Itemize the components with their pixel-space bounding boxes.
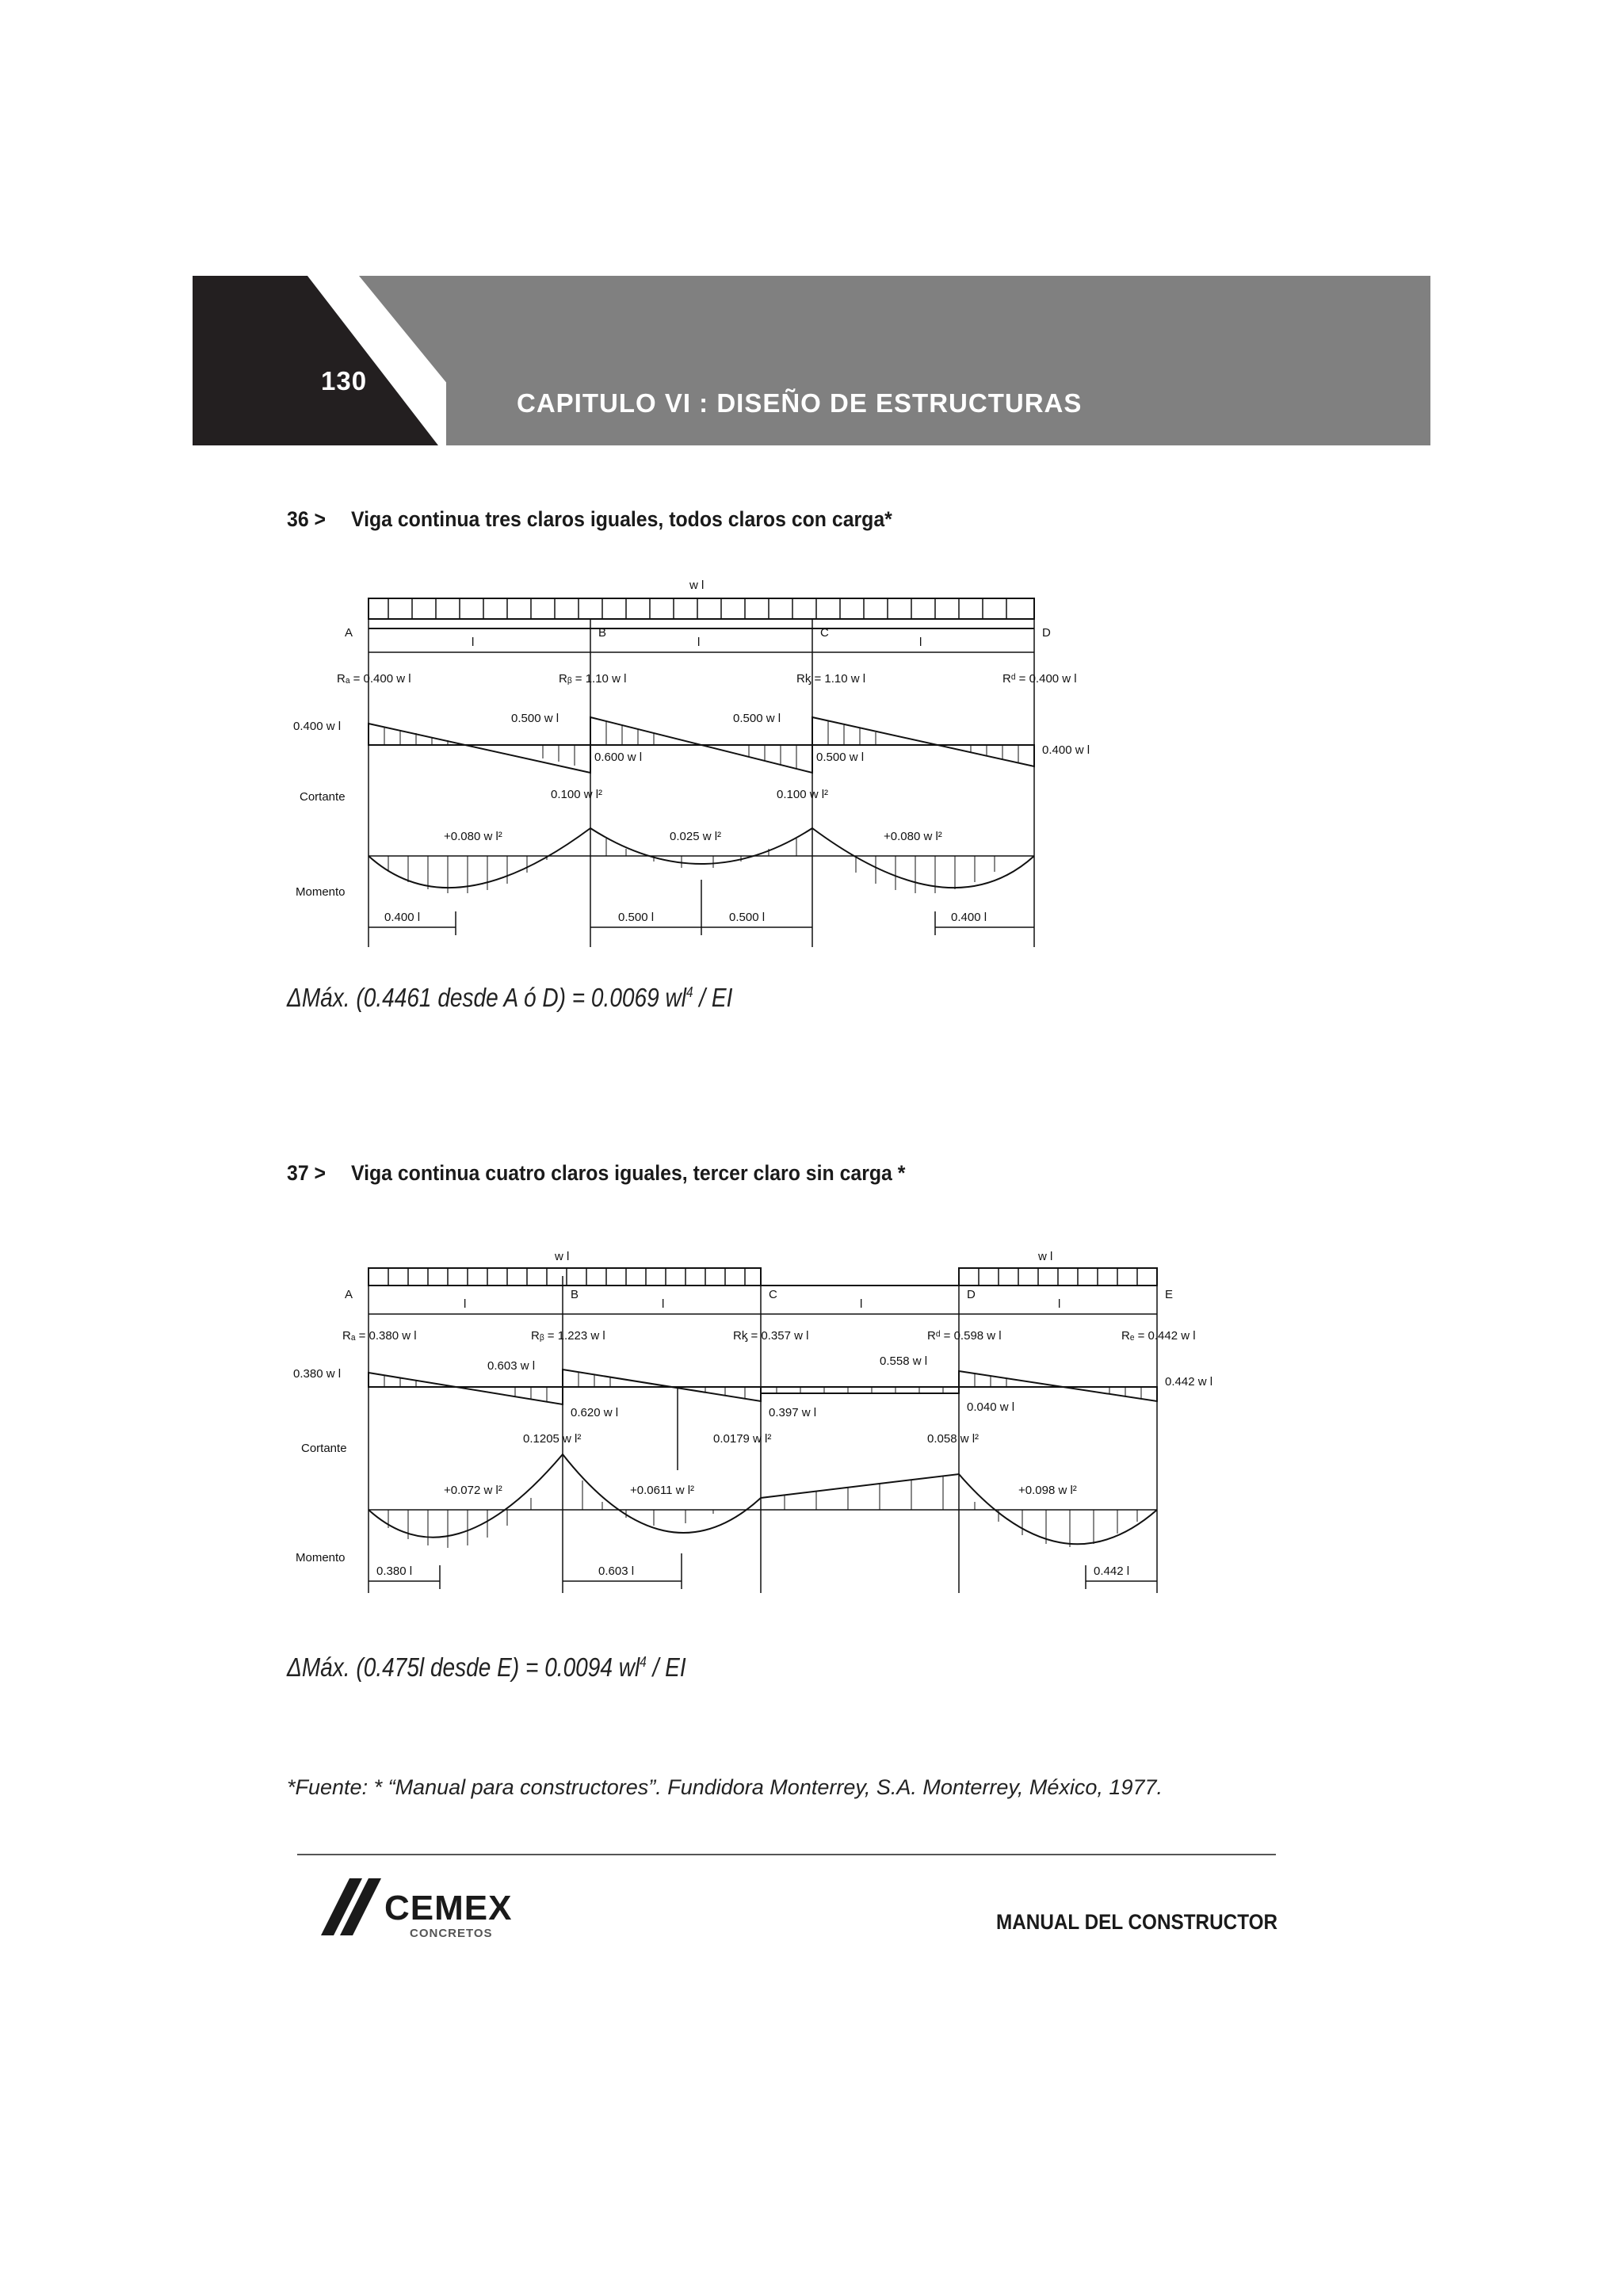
shear-value-6-37: 0.040 w l xyxy=(967,1400,1015,1414)
manual-title: MANUAL DEL CONSTRUCTOR xyxy=(996,1910,1278,1934)
page-number: 130 xyxy=(321,366,368,395)
beam-diagram-37 xyxy=(293,1228,1244,1601)
moment-value-3-37: 0.058 w l² xyxy=(927,1432,980,1446)
moment-label-36: Momento xyxy=(296,885,346,899)
shear-value-1-37: 0.380 w l xyxy=(293,1367,342,1381)
source-note: *Fuente: * “Manual para constructores”. Fundidora Monterrey, S.A. Monterrey, México, 1977. xyxy=(287,1775,1163,1799)
deflection-36-text: Máx. (0.4461 desde A ó D) = 0.0069 wl xyxy=(301,983,686,1012)
beam-diagram-36 xyxy=(293,567,1125,947)
moment-value-2-37: 0.0179 w l² xyxy=(713,1432,772,1446)
support-C-37: C xyxy=(769,1288,777,1301)
reaction-B-36: Rᵦ = 1.10 w l xyxy=(559,672,627,686)
span-label-4-37: l xyxy=(1058,1297,1061,1311)
reaction-C-37: Rᶄ = 0.357 w l xyxy=(733,1329,809,1343)
distributed-load-36 xyxy=(369,598,1034,619)
header-dark-corner xyxy=(193,276,446,445)
section-36-number: 36 > xyxy=(287,507,327,531)
moment-value-4-37: +0.072 w l² xyxy=(444,1484,502,1497)
shear-value-5-36: 0.500 w l xyxy=(816,751,865,764)
shear-value-3-37: 0.620 w l xyxy=(571,1406,619,1419)
cemex-logo xyxy=(321,1878,527,1942)
reaction-D-37: Rᵈ = 0.598 w l xyxy=(927,1329,1002,1343)
moment-value-5-37: +0.0611 w l² xyxy=(630,1484,695,1497)
load-label-37-left: w l xyxy=(555,1250,570,1263)
deflection-37: ΔMáx. (0.475l desde E) = 0.0094 $wl^4$ / EI xyxy=(287,1652,686,1682)
distance-2-36: 0.500 l xyxy=(618,911,655,924)
load-label-37-right: w l xyxy=(1038,1250,1053,1263)
section-37-title: Viga continua cuatro claros iguales, tercer claro sin carga * xyxy=(350,1161,906,1185)
shear-value-5-37: 0.397 w l xyxy=(769,1406,817,1419)
moment-value-5-36: +0.080 w l² xyxy=(884,830,942,843)
footer-divider xyxy=(297,1854,1276,1855)
shear-value-7-37: 0.442 w l xyxy=(1165,1375,1213,1389)
moment-label-37: Momento xyxy=(296,1551,346,1564)
shear-value-3-36: 0.600 w l xyxy=(594,751,643,764)
moment-value-6-37: +0.098 w l² xyxy=(1018,1484,1077,1497)
reaction-A-37: Rₐ = 0.380 w l xyxy=(342,1329,417,1343)
moment-value-3-36: +0.080 w l² xyxy=(444,830,502,843)
reaction-E-37: Rₑ = 0.442 w l xyxy=(1121,1329,1196,1343)
reaction-C-36: Rᶄ = 1.10 w l xyxy=(796,672,866,686)
support-A-37: A xyxy=(345,1288,353,1301)
deflection-36-exp: 4 xyxy=(685,984,693,1000)
span-label-1-37: l xyxy=(464,1297,467,1311)
moment-value-2-36: 0.100 w l² xyxy=(777,788,829,801)
distance-3-37: 0.442 l xyxy=(1094,1564,1130,1578)
shear-value-6-36: 0.400 w l xyxy=(1042,743,1090,757)
section-36-heading xyxy=(287,507,892,532)
distance-2-37: 0.603 l xyxy=(598,1564,635,1578)
moment-value-4-36: 0.025 w l² xyxy=(670,830,722,843)
section-37-heading xyxy=(287,1161,905,1186)
section-37-number: 37 > xyxy=(287,1161,327,1185)
support-C-36: C xyxy=(820,626,829,640)
shear-label-37: Cortante xyxy=(301,1442,347,1455)
shear-value-4-36: 0.500 w l xyxy=(733,712,781,725)
reaction-D-36: Rᵈ = 0.400 w l xyxy=(1002,672,1077,686)
span-label-3-37: l xyxy=(860,1297,863,1311)
distance-4-36: 0.400 l xyxy=(951,911,987,924)
deflection-36: ΔMáx. (0.4461 desde A ó D) = 0.0069 $wl^4$ / EI xyxy=(287,983,733,1012)
shear-value-1-36: 0.400 w l xyxy=(293,720,342,733)
moment-value-1-37: 0.1205 w l² xyxy=(523,1432,582,1446)
reaction-A-36: Rₐ = 0.400 w l xyxy=(337,672,411,686)
distance-1-37: 0.380 l xyxy=(376,1564,413,1578)
logo-subtext: CONCRETOS xyxy=(410,1927,493,1940)
shear-label-36: Cortante xyxy=(300,790,346,804)
support-D-36: D xyxy=(1042,626,1051,640)
shear-value-2-36: 0.500 w l xyxy=(511,712,559,725)
shear-value-4-37: 0.558 w l xyxy=(880,1354,928,1368)
support-A-36: A xyxy=(345,626,353,640)
span-label-1-36: l xyxy=(472,636,475,649)
reaction-B-37: Rᵦ = 1.223 w l xyxy=(531,1329,605,1343)
support-E-37: E xyxy=(1165,1288,1174,1301)
deflection-37-exp: 4 xyxy=(640,1654,647,1670)
section-36-title: Viga continua tres claros iguales, todos claros con carga* xyxy=(350,507,892,531)
support-D-37: D xyxy=(967,1288,976,1301)
logo-wordmark: CEMEX xyxy=(384,1889,513,1927)
span-label-2-37: l xyxy=(662,1297,665,1311)
span-label-3-36: l xyxy=(919,636,922,649)
chapter-title: CAPITULO VI : DISEÑO DE ESTRUCTURAS xyxy=(517,388,1083,418)
distance-3-36: 0.500 l xyxy=(729,911,766,924)
moment-value-1-36: 0.100 w l² xyxy=(551,788,603,801)
shear-value-2-37: 0.603 w l xyxy=(487,1359,536,1373)
span-label-2-36: l xyxy=(697,636,701,649)
distance-1-36: 0.400 l xyxy=(384,911,421,924)
support-B-37: B xyxy=(571,1288,579,1301)
support-B-36: B xyxy=(598,626,607,640)
load-label-36: w l xyxy=(689,579,705,592)
deflection-37-text: Máx. (0.475l desde E) = 0.0094 wl xyxy=(301,1652,640,1682)
deflection-36-tail: / EI xyxy=(693,983,733,1012)
deflection-37-tail: / EI xyxy=(646,1652,686,1682)
